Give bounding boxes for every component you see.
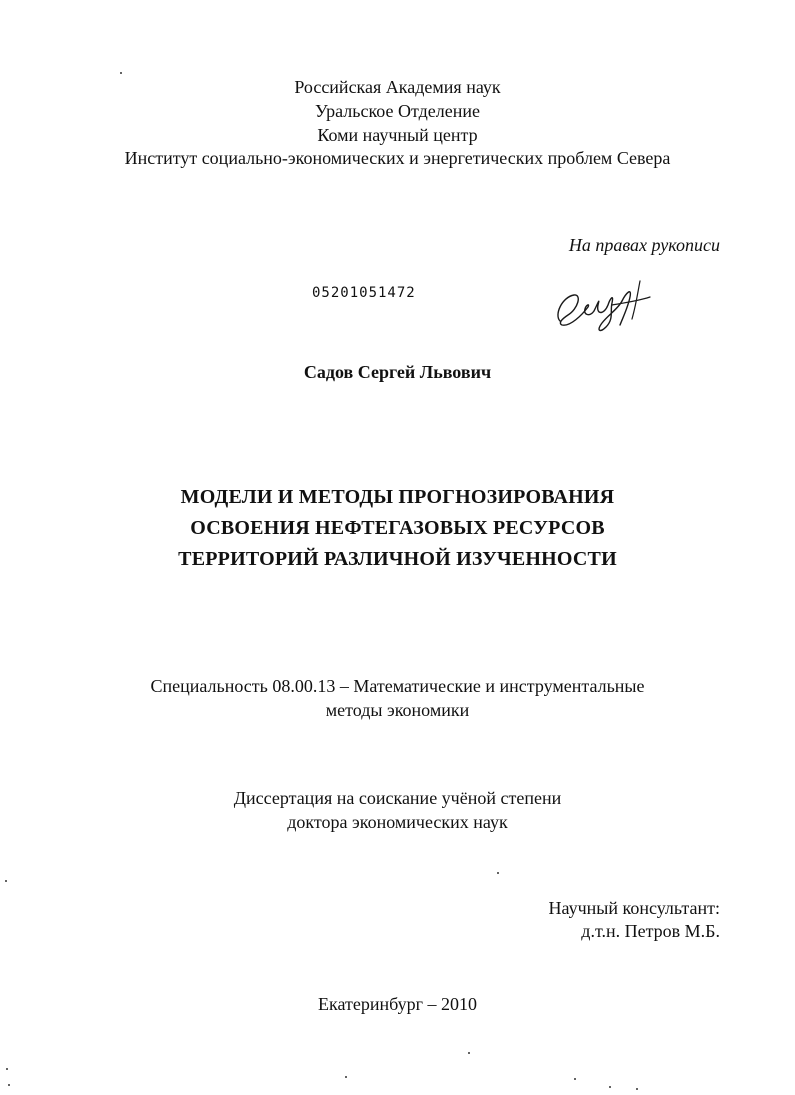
degree-line-1: Диссертация на соискание учёной степени bbox=[233, 788, 562, 808]
scan-speck bbox=[120, 72, 122, 74]
scan-speck bbox=[609, 1086, 611, 1088]
scan-speck bbox=[468, 1052, 470, 1054]
catalog-code: 05201051472 bbox=[312, 285, 416, 301]
manuscript-note: На правах рукописи bbox=[568, 235, 720, 255]
thesis-title-line-1: МОДЕЛИ И МЕТОДЫ ПРОГНОЗИРОВАНИЯ bbox=[180, 486, 615, 508]
scan-speck bbox=[636, 1088, 638, 1090]
scan-speck bbox=[574, 1078, 576, 1080]
signature-icon bbox=[552, 275, 662, 345]
org-center: Коми научный центр bbox=[317, 125, 478, 145]
scan-speck bbox=[8, 1084, 10, 1086]
author-name: Садов Сергей Львович bbox=[303, 362, 492, 382]
consultant-label: Научный консультант: bbox=[548, 898, 720, 918]
scan-speck bbox=[6, 1068, 8, 1070]
specialty-line-2: методы экономики bbox=[325, 700, 470, 720]
org-branch: Уральское Отделение bbox=[314, 101, 481, 121]
org-institute: Институт социально-экономических и энергетических проблем Севера bbox=[124, 148, 671, 168]
thesis-title-line-3: ТЕРРИТОРИЙ РАЗЛИЧНОЙ ИЗУЧЕННОСТИ bbox=[178, 548, 617, 570]
place-year: Екатеринбург – 2010 bbox=[318, 994, 477, 1014]
degree-line-2: доктора экономических наук bbox=[287, 812, 508, 832]
scan-speck bbox=[5, 880, 7, 882]
consultant-name: д.т.н. Петров М.Б. bbox=[581, 921, 720, 941]
specialty-line-1: Специальность 08.00.13 – Математические и инструментальные bbox=[150, 676, 645, 696]
scan-speck bbox=[497, 872, 499, 874]
scan-speck bbox=[345, 1076, 347, 1078]
thesis-title-line-2: ОСВОЕНИЯ НЕФТЕГАЗОВЫХ РЕСУРСОВ bbox=[190, 517, 605, 539]
org-academy: Российская Академия наук bbox=[294, 77, 501, 97]
